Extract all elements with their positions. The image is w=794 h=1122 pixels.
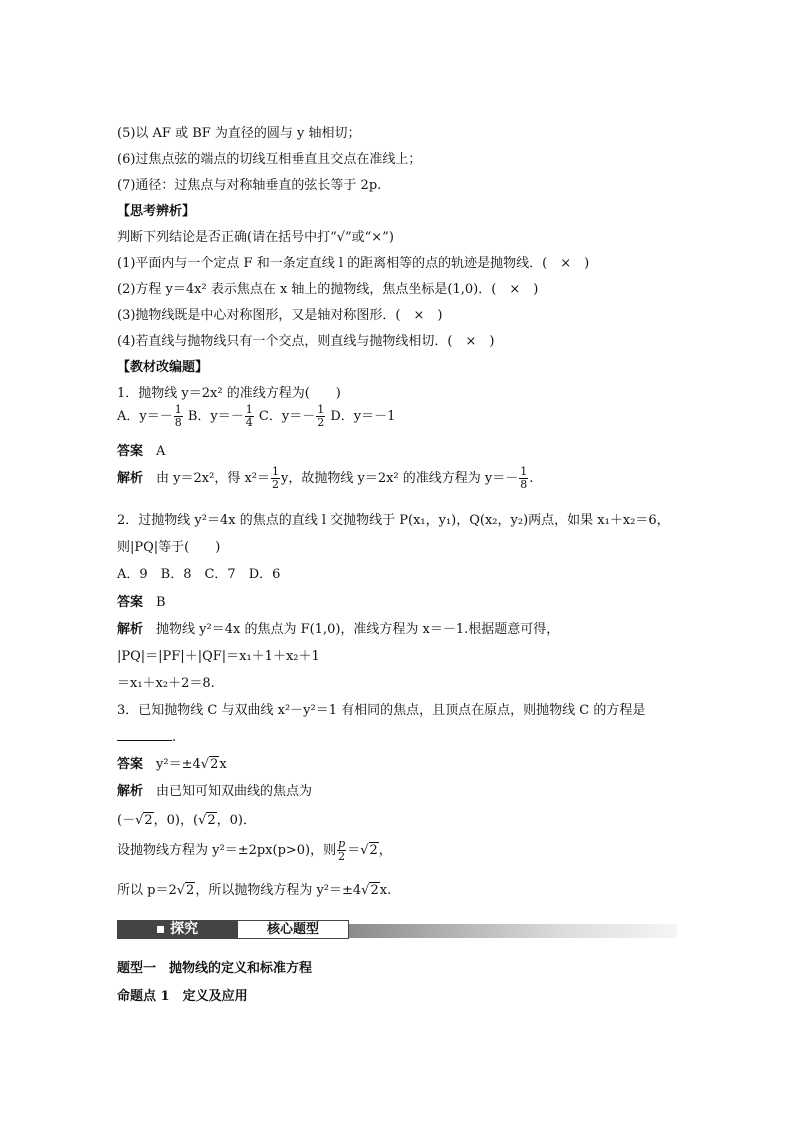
q1-option-c: C．y＝－: [258, 409, 316, 424]
q3-answer-label: 答案: [117, 757, 144, 772]
q1-exp-fraction-1: $\frac{1}{2}$: [272, 465, 279, 491]
section-banner: [117, 920, 677, 940]
q1-exp-label: 解析: [117, 471, 144, 486]
property-5: (5)以 AF 或 BF 为直径的圆与 y 轴相切；: [117, 126, 361, 141]
q3-explanation-3: 设抛物线方程为 y²＝±2px(p>0)，则 $\frac{p}{2}$ ＝√2，: [117, 837, 392, 863]
banner-explore-tag: ▪ 探究: [117, 920, 237, 939]
think-intro: 判断下列结论是否正确(请在括号中打“√”或“×”): [117, 230, 394, 245]
q3-answer: 答案 y²＝±4√2x: [117, 757, 227, 772]
q1-exp-text-a: 由 y＝2x²，得 x²＝: [156, 471, 270, 486]
property-6: (6)过焦点弦的端点的切线互相垂直且交点在准线上；: [117, 152, 422, 167]
q2-stem-line-1: 2．过抛物线 y²＝4x 的焦点的直线 l 交抛物线于 P(x₁，y₁)，Q(x₂，y₂)两点，如果 x₁＋x₂＝6，: [117, 513, 670, 528]
think-heading: 【思考辨析】: [117, 204, 196, 219]
q3-explanation-4: 所以 p＝2√2，所以抛物线方程为 y²＝±4√2x.: [117, 883, 392, 898]
q3-stem: 3．已知抛物线 C 与双曲线 x²－y²＝1 有相同的焦点，且顶点在原点，则抛物线 C 的方程是: [117, 703, 646, 718]
q2-exp-text-1: 抛物线 y²＝4x 的焦点为 F(1,0)，准线方程为 x＝－1.根据题意可得，: [156, 622, 560, 637]
q2-explanation-2: |PQ|＝|PF|＋|QF|＝x₁＋1＋x₂＋1: [117, 649, 320, 664]
q2-exp-label: 解析: [117, 622, 144, 637]
q3-answer-text-b: x: [219, 757, 227, 772]
answer-blank: [117, 728, 172, 741]
q1-option-a: A．y＝－: [117, 409, 173, 424]
q1-exp-text-b: y，故抛物线 y＝2x² 的准线方程为 y＝－: [281, 471, 519, 486]
q3-stem-blank: [117, 728, 176, 747]
q1-option-b: B．y＝－: [187, 409, 244, 424]
banner-core-types-tag: 核心题型: [237, 920, 349, 939]
q3-exp-text-1: 由已知可知双曲线的焦点为: [156, 784, 313, 799]
q2-answer-label: 答案: [117, 595, 144, 610]
q1-option-b-fraction: $\frac{1}{4}$: [245, 403, 253, 429]
q1-stem: 1．抛物线 y＝2x² 的准线方程为( ): [117, 386, 341, 401]
think-item-1: (1)平面内与一个定点 F 和一条定直线 l 的距离相等的点的轨迹是抛物线．( × ): [117, 256, 590, 271]
q3-explanation-1: [117, 783, 312, 801]
type-title: 题型一 抛物线的定义和标准方程: [117, 961, 313, 976]
q2-stem-line-2: 则|PQ|等于( ): [117, 540, 221, 555]
property-7: (7)通径：过焦点与对称轴垂直的弦长等于 2p.: [117, 178, 382, 193]
q2-options: A．9 B．8 C．7 D．6: [117, 567, 281, 582]
q1-option-a-fraction: $\frac{1}{8}$: [174, 403, 182, 429]
q2-explanation-1: [117, 621, 559, 639]
q1-explanation: [117, 466, 533, 492]
q3-answer-radicand: 2: [210, 757, 219, 772]
q1-answer-value: A: [156, 444, 166, 459]
q2-answer: [117, 594, 166, 612]
textbook-heading: 【教材改编题】: [117, 360, 209, 375]
q1-options: [117, 404, 395, 430]
q1-option-c-fraction: $\frac{1}{2}$: [317, 403, 325, 429]
q3-explanation-2: (－√2，0)，(√2，0)．: [117, 813, 256, 828]
q1-option-d: D．y＝－1: [330, 409, 396, 424]
think-item-3: (3)抛物线既是中心对称图形，又是轴对称图形．( × ): [117, 308, 443, 323]
q1-answer: [117, 443, 165, 461]
q3-stem-end: .: [172, 730, 177, 745]
q3-answer-text-a: y²＝±4: [156, 757, 201, 772]
think-item-4: (4)若直线与抛物线只有一个交点，则直线与抛物线相切．( × ): [117, 334, 495, 349]
point-title: 命题点 1 定义及应用: [117, 989, 248, 1004]
q1-exp-fraction-2: $\frac{1}{8}$: [520, 465, 528, 491]
q2-answer-value: B: [156, 595, 166, 610]
q1-exp-text-c: .: [529, 471, 534, 486]
q1-answer-label: 答案: [117, 444, 144, 459]
q2-explanation-3: ＝x₁＋x₂＋2＝8.: [117, 676, 215, 691]
q3-exp-fraction: $\frac{p}{2}$: [338, 837, 346, 863]
q3-exp-label: 解析: [117, 784, 144, 799]
think-item-2: (2)方程 y＝4x² 表示焦点在 x 轴上的抛物线，焦点坐标是(1,0)．( × ): [117, 282, 539, 297]
